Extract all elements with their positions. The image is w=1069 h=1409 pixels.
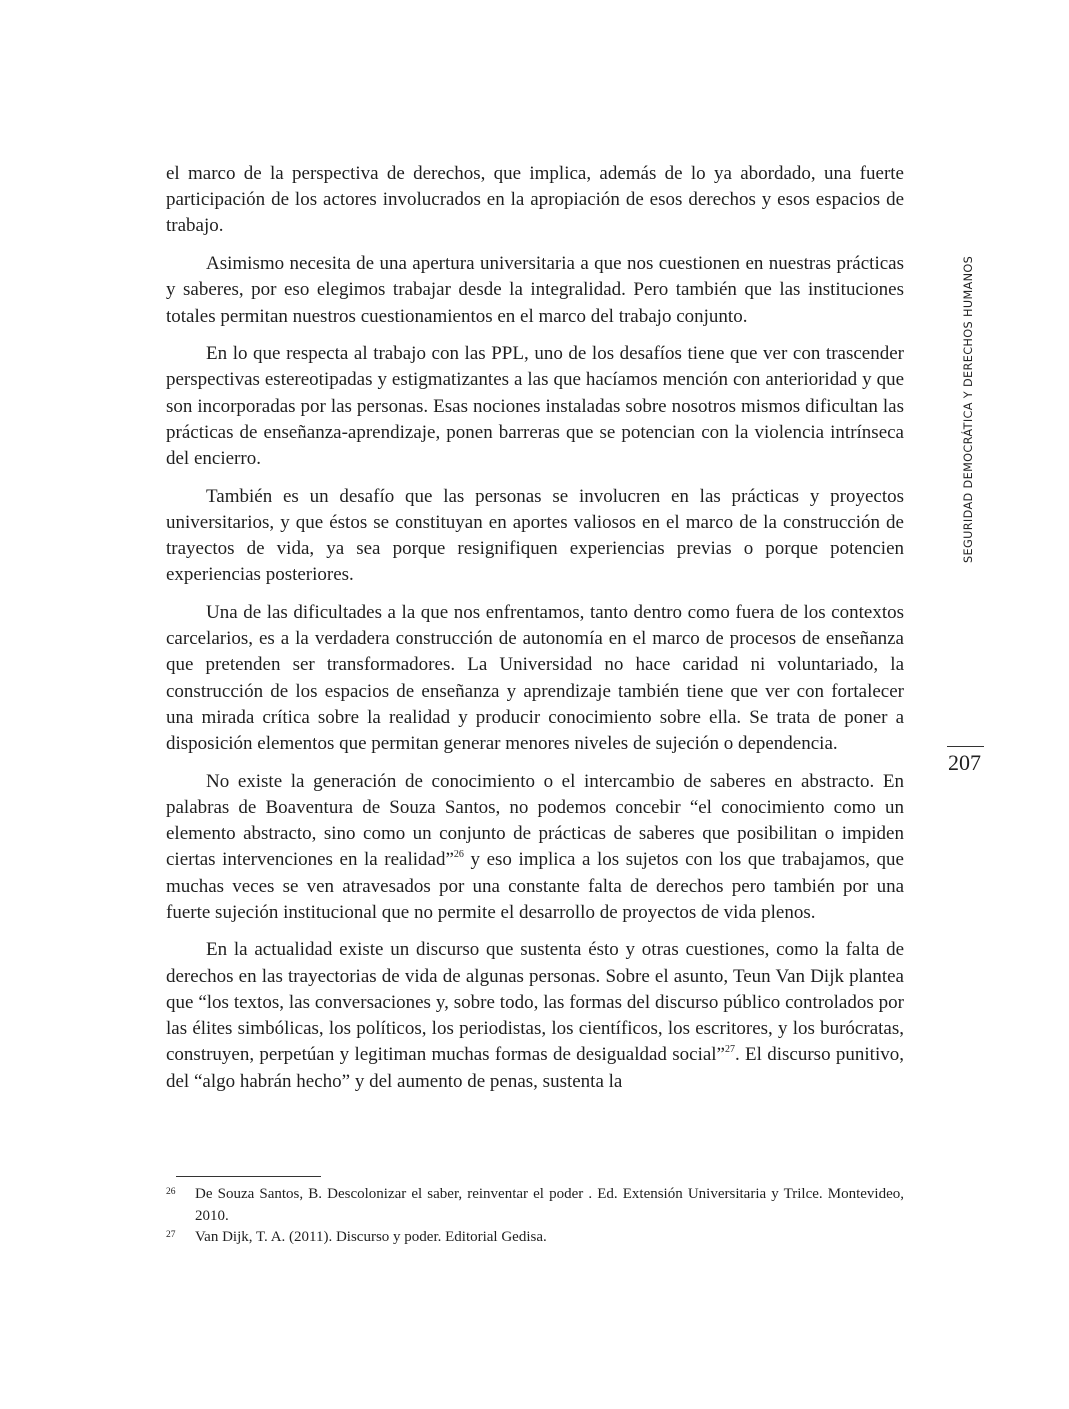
paragraph-text: No existe la generación de conocimiento o el intercambio de saberes en abstracto. En palabras de Boaventura de Souza Santos, no podemos concebir “el conocimiento como un elemento abstracto, sino como un conjunto de prácticas de saberes que posibilitan o impiden ciertas intervenciones en la realidad” [166,770,904,871]
footnote [166,1184,904,1227]
paragraph-text: En la actualidad existe un discurso que sustenta ésto y otras cuestiones, como la falta de derechos en las trayectorias de vida de algunas personas. Sobre el asunto, Teun Van Dijk plantea que “los textos, las conversaciones y, sobre todo, las formas del discurso público controlados por las élites simbólicas, los políticos, los periodistas, los científicos, los escritores, y los burócratas, construyen, perpetúan y legitiman muchas formas de desigualdad social” [166,939,904,1066]
page-number-rule [947,746,984,747]
body-text [166,161,904,1106]
paragraph: Asimismo necesita de una apertura universitaria a que nos cuestionen en nuestras prácticas y saberes, por eso elegimos trabajar desde la integralidad. Pero también que las instituciones totales permitan nuestros cuestionamientos en el marco del trabajo conjunto. [166,253,904,327]
footnote-number: 27 [166,1230,176,1240]
footnote-text: Van Dijk, T. A. (2011). Discurso y poder. Editorial Gedisa. [195,1229,547,1245]
footnote-separator [176,1176,321,1177]
paragraph: Una de las dificultades a la que nos enfrentamos, tanto dentro como fuera de los contextos carcelarios, es a la verdadera construcción de autonomía en el marco de procesos de enseñanza que pretenden ser transformadores. La Universidad no hace caridad ni voluntariado, la construcción de los espacios de enseñanza y aprendizaje también tiene que ver con fortalecer una mirada crítica sobre la realidad y producir conocimiento sobre ella. Se trata de poner a disposición elementos que permitan generar menores niveles de sujeción o dependencia. [166,602,904,755]
paragraph-text: . El discurso punitivo, del “algo habrán hecho” y del aumento de penas, sustenta la [166,1044,904,1092]
paragraph-continued: el marco de la perspectiva de derechos, que implica, además de lo ya abordado, una fuerte participación de los actores involucrados en la apropiación de esos derechos y esos espacios de trabajo. [166,163,904,237]
footnote-reference[interactable]: 26 [453,849,464,861]
paragraph-with-footnote [166,769,904,926]
paragraph: También es un desafío que las personas se involucren en las prácticas y proyectos universitarios, y que éstos se constituyan en aportes valiosos en el marco de la construcción de trayectos de vida, ya sea porque resignifiquen experiencias previas o porque potencien experiencias posteriores. [166,485,904,586]
paragraph-text: y eso implica a los sujetos con los que trabajamos, que muchas veces se ven atravesados por una constante falta de derechos pero también por una fuerte sujeción institucional que no permite el desarrollo de proyectos de vida plenos. [166,849,904,923]
footnote-text: De Souza Santos, B. Descolonizar el saber, reinventar el poder . Ed. Extensión Universitaria y Trilce. Montevideo, 2010. [195,1186,904,1224]
running-title: SEGURIDAD DEMOCRÁTICA Y DERECHOS HUMANOS [962,255,975,563]
footnote-reference[interactable]: 27 [725,1043,735,1055]
footnotes [166,1184,904,1249]
footnote-number: 26 [166,1187,176,1197]
page-number: 207 [948,750,981,775]
paragraph-with-footnote [166,937,904,1094]
paragraph: En lo que respecta al trabajo con las PPL, uno de los desafíos tiene que ver con trascender perspectivas estereotipadas y estigmatizantes a las que hacíamos mención con anterioridad y que son incorporadas por las personas. Esas nociones instaladas sobre nosotros mismos dificultan las prácticas de enseñanza-aprendizaje, ponen barreras que se potencian con la violencia intrínseca del encierro. [166,343,904,470]
footnote [166,1227,904,1249]
